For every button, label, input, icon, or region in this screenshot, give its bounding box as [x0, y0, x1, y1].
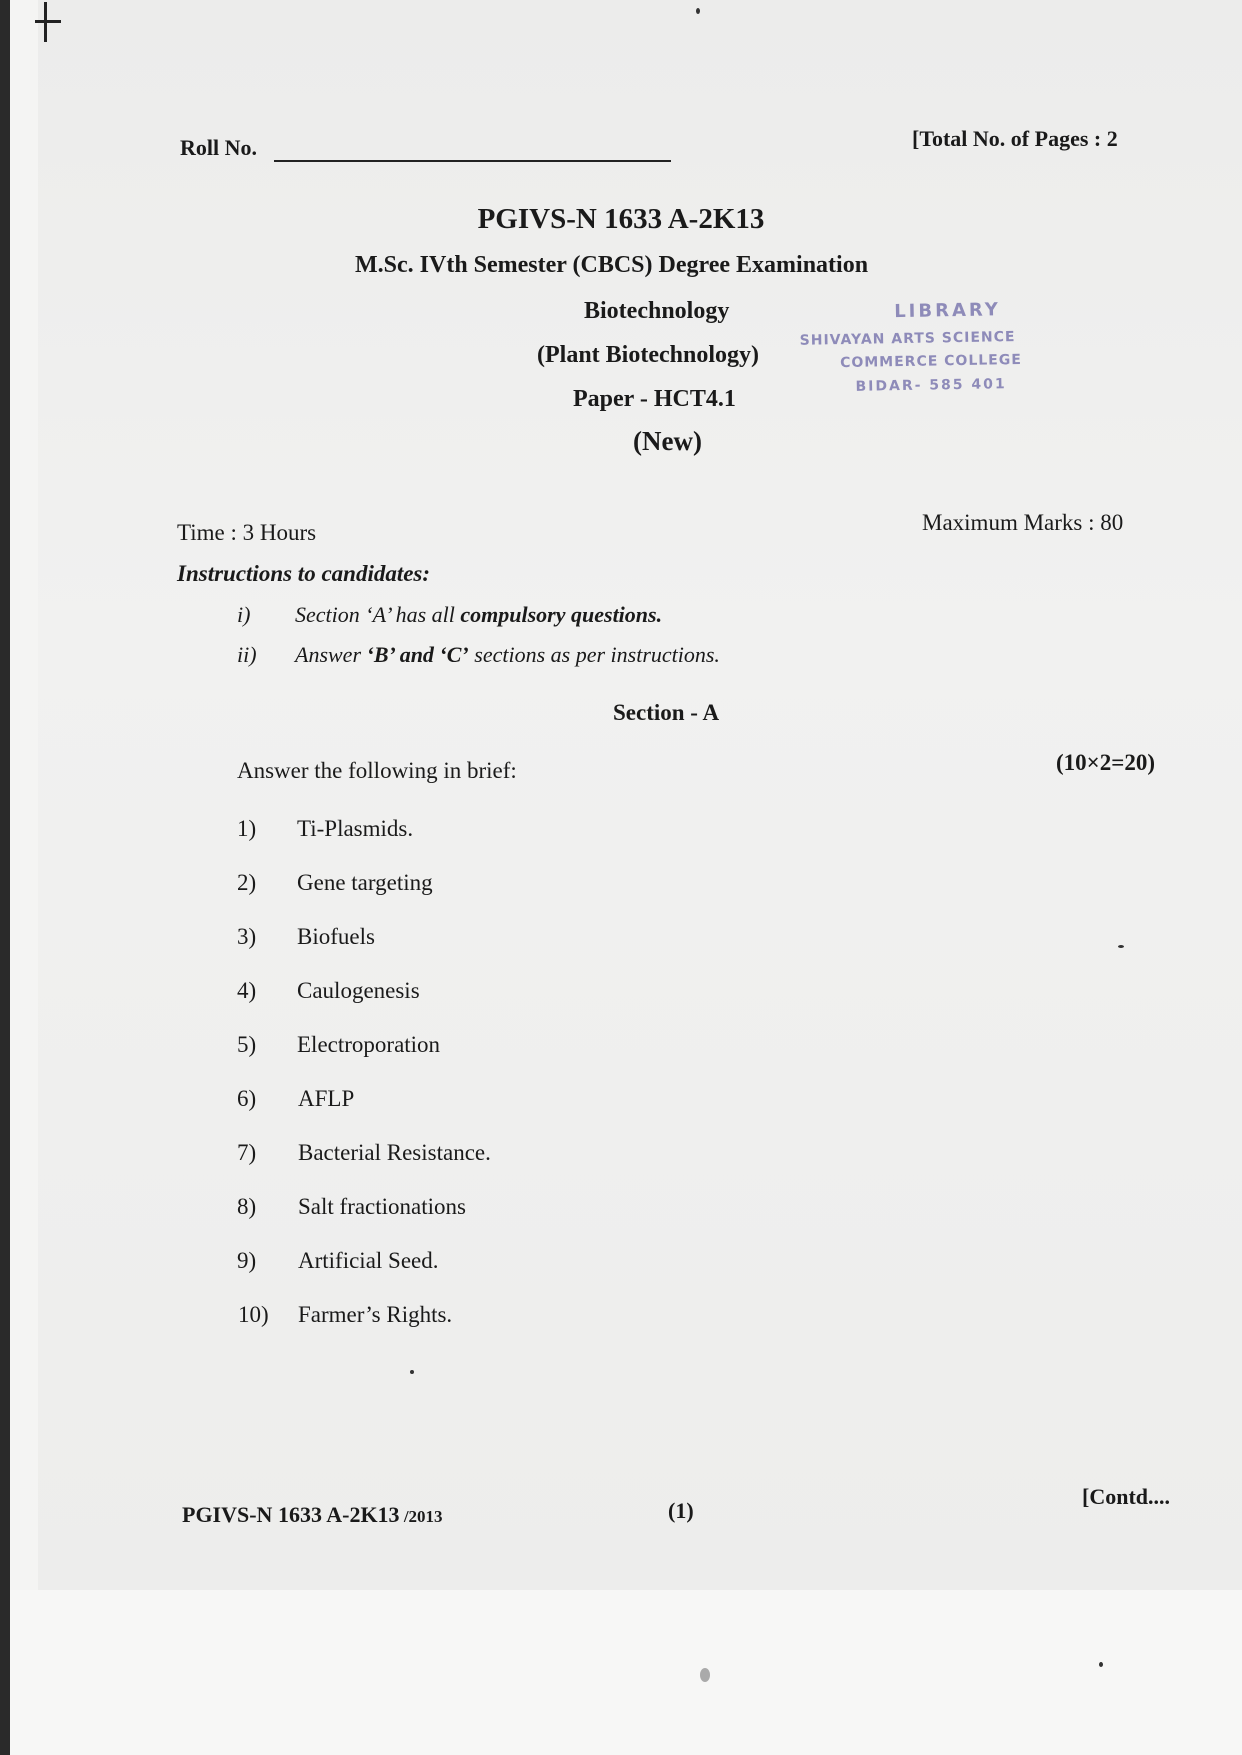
scan-speck: [696, 8, 700, 14]
stamp-line-3: COMMERCE COLLEGE: [839, 351, 1022, 372]
exam-sheet: [38, 0, 1242, 1590]
question-number: 9): [237, 1248, 257, 1273]
instructions-heading: Instructions to candidates:: [177, 561, 431, 586]
scan-left-edge: [0, 0, 10, 1755]
question-text: AFLP: [298, 1086, 355, 1111]
scan-lower-margin: [0, 1590, 1242, 1755]
question-number: 10): [238, 1302, 269, 1327]
question-text: Electroporation: [297, 1032, 441, 1057]
subject-name: Biotechnology: [584, 298, 730, 324]
question-number: 4): [237, 978, 257, 1003]
question-text: Ti-Plasmids.: [297, 816, 414, 841]
question-number: 3): [237, 924, 257, 949]
instruction-text: Answer: [295, 642, 367, 667]
instruction-item: [295, 602, 662, 628]
continued-marker: [Contd....: [1082, 1484, 1171, 1509]
maximum-marks: Maximum Marks : 80: [922, 510, 1124, 535]
question-text: Gene targeting: [297, 870, 433, 895]
question-number: 8): [237, 1194, 257, 1219]
instruction-emphasis: compulsory questions.: [460, 602, 663, 627]
question-text: Artificial Seed.: [298, 1248, 439, 1273]
instruction-item: [295, 642, 720, 668]
scan-speck: [1118, 945, 1124, 948]
library-stamp: [799, 297, 1121, 413]
footer-code-text: PGIVS-N 1633 A-2K13: [182, 1502, 400, 1527]
scan-speck: [410, 1370, 414, 1374]
footer-year: /2013: [399, 1507, 443, 1526]
page-number: (1): [668, 1498, 694, 1523]
roll-number-label: Roll No.: [180, 135, 257, 160]
instruction-text-end: sections as per instructions.: [468, 642, 720, 667]
instruction-number: i): [237, 602, 251, 627]
scheme-label: (New): [633, 426, 702, 456]
question-text: Caulogenesis: [297, 978, 420, 1003]
question-number: 6): [237, 1086, 257, 1111]
question-text: Salt fractionations: [298, 1194, 466, 1219]
question-text: Biofuels: [297, 924, 375, 949]
scan-speck: [1099, 1662, 1103, 1667]
question-number: 2): [237, 870, 257, 895]
roll-number-blank: [274, 160, 671, 162]
course-name: (Plant Biotechnology): [537, 342, 759, 368]
crop-mark-horizontal: [35, 20, 61, 23]
question-number: 1): [237, 816, 257, 841]
question-number: 7): [237, 1140, 257, 1165]
paper-code-title: PGIVS-N 1633 A-2K13: [477, 203, 765, 235]
stamp-line-2: SHIVAYAN ARTS SCIENCE: [799, 329, 1016, 349]
stamp-line-1: LIBRARY: [894, 299, 1001, 323]
scan-speck: [700, 1668, 710, 1682]
instruction-emphasis: ‘B’ and ‘C’: [366, 642, 469, 667]
question-text: Farmer’s Rights.: [298, 1302, 453, 1327]
question-text: Bacterial Resistance.: [298, 1140, 491, 1165]
paper-number: Paper - HCT4.1: [573, 386, 736, 412]
footer-paper-code: [182, 1502, 443, 1528]
instruction-number: ii): [237, 642, 257, 667]
question-number: 5): [237, 1032, 257, 1057]
total-pages: [Total No. of Pages : 2: [912, 126, 1118, 151]
exam-name: M.Sc. IVth Semester (CBCS) Degree Examination: [355, 252, 869, 278]
instruction-text: Section ‘A’ has all: [295, 602, 461, 627]
section-a-marks: (10×2=20): [1056, 750, 1156, 775]
stamp-line-4: BIDAR- 585 401: [855, 376, 1007, 395]
section-a-heading: Section - A: [613, 700, 720, 725]
section-a-prompt: Answer the following in brief:: [237, 758, 517, 783]
time-allowed: Time : 3 Hours: [177, 520, 317, 545]
